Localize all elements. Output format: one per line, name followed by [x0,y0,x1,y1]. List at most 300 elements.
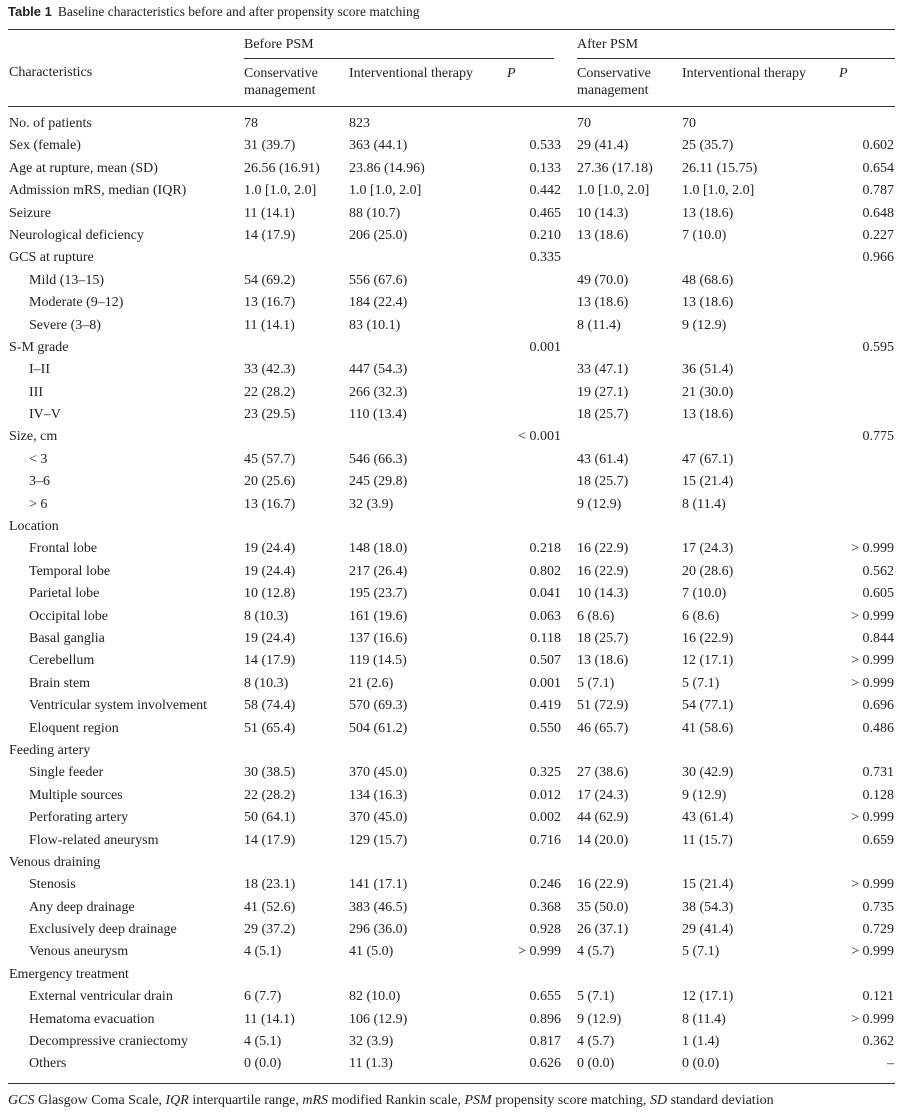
after-interventional-cell: 20 (28.6) [682,563,734,579]
before-conservative-cell: 45 (57.7) [244,451,296,467]
after-conservative-cell: 16 (22.9) [577,563,629,579]
after-interventional-cell: 1.0 [1.0, 2.0] [682,183,755,199]
before-interventional-cell: 137 (16.6) [349,630,408,646]
after-p-value: > 0.999 [851,1011,894,1027]
row-label: No. of patients [9,116,92,131]
before-interventional-cell: 32 (3.9) [349,496,394,512]
table-row [0,203,903,225]
table-title: Baseline characteristics before and after propensity score matching [57,4,420,19]
table-row [0,874,903,896]
after-conservative-cell: 14 (20.0) [577,832,629,848]
after-p-value: 0.128 [862,787,894,803]
after-interventional-cell: 0 (0.0) [682,1056,720,1072]
before-conservative-cell: 58 (74.4) [244,698,296,714]
after-interventional-cell: 48 (68.6) [682,272,734,288]
row-label: S-M grade [9,339,69,355]
before-p-value: 0.001 [529,339,561,355]
after-interventional-header: Interventional therapy [682,66,807,81]
row-label: Feeding artery [9,742,91,758]
row-label: Age at rupture, mean (SD) [9,160,158,176]
after-psm-rule [577,58,895,59]
table-row [0,941,903,963]
before-p-value: 0.896 [529,1011,561,1027]
row-label: Parietal lobe [29,586,100,602]
after-conservative-cell: 44 (62.9) [577,810,629,826]
table-row [0,628,903,650]
before-interventional-cell: 363 (44.1) [349,138,408,154]
before-conservative-cell: 14 (17.9) [244,832,296,848]
before-interventional-cell: 83 (10.1) [349,317,401,333]
before-p-value: 0.507 [529,653,561,669]
table-row [0,1009,903,1031]
after-interventional-cell: 12 (17.1) [682,989,734,1005]
bottom-rule [8,1083,895,1084]
table-row [0,785,903,807]
after-conservative-cell: 16 (22.9) [577,877,629,893]
footnote-abbreviation: SD [649,1093,668,1108]
before-p-value: > 0.999 [518,944,561,960]
before-interventional-cell: 106 (12.9) [349,1011,408,1027]
before-conservative-cell: 11 (14.1) [244,205,295,221]
footnote-definition: standard deviation [667,1093,774,1108]
after-conservative-cell: 18 (25.7) [577,630,629,646]
after-interventional-cell: 70 [682,116,696,131]
after-interventional-cell: 30 (42.9) [682,765,734,781]
after-conservative-cell: 13 (18.6) [577,653,629,669]
after-conservative-cell: 8 (11.4) [577,317,621,333]
after-conservative-cell: 18 (25.7) [577,407,629,423]
before-p-value: < 0.001 [518,429,561,445]
footnote-abbreviation: IQR [165,1093,189,1108]
after-p-value: 0.654 [862,160,894,176]
after-interventional-cell: 5 (7.1) [682,944,720,960]
before-conservative-cell: 19 (24.4) [244,541,296,557]
table-row [0,359,903,381]
table-row [0,449,903,471]
table-caption [8,4,420,20]
after-interventional-cell: 13 (18.6) [682,295,734,311]
after-conservative-cell: 1.0 [1.0, 2.0] [577,183,650,199]
before-interventional-cell: 556 (67.6) [349,272,408,288]
after-p-value: > 0.999 [851,541,894,557]
after-interventional-cell: 36 (51.4) [682,362,734,378]
table-row [0,561,903,583]
before-p-header: P [507,66,516,81]
row-label: Basal ganglia [29,630,105,646]
before-conservative-cell: 23 (29.5) [244,407,296,423]
before-conservative-cell: 11 (14.1) [244,1011,295,1027]
table-row [0,718,903,740]
before-interventional-cell: 447 (54.3) [349,362,408,378]
before-conservative-cell: 13 (16.7) [244,496,296,512]
before-p-value: 0.716 [529,832,561,848]
before-p-value: 0.419 [529,698,561,714]
row-label: Venous aneurysm [29,944,129,960]
before-conservative-cell: 20 (25.6) [244,474,296,490]
after-p-value: – [887,1056,894,1072]
before-conservative-cell: 14 (17.9) [244,227,296,243]
table-row [0,1031,903,1053]
before-p-value: 0.442 [529,183,561,199]
after-conservative-cell: 9 (12.9) [577,496,622,512]
before-psm-header: Before PSM [244,37,314,52]
before-p-value: 0.246 [529,877,561,893]
before-p-value: 0.063 [529,608,561,624]
before-conservative-cell: 8 (10.3) [244,608,289,624]
before-conservative-cell: 29 (37.2) [244,922,296,938]
before-interventional-cell: 245 (29.8) [349,474,408,490]
after-conservative-cell: 49 (70.0) [577,272,629,288]
before-conservative-cell: 0 (0.0) [244,1056,282,1072]
table-row [0,964,903,986]
after-p-value: 0.659 [862,832,894,848]
before-conservative-header-l1: Conservative [244,66,318,81]
table-row [0,762,903,784]
after-interventional-cell: 38 (54.3) [682,899,734,915]
before-conservative-cell: 31 (39.7) [244,138,296,154]
table-row [0,919,903,941]
row-label: Venous draining [9,854,101,870]
after-p-value: > 0.999 [851,653,894,669]
after-interventional-cell: 13 (18.6) [682,205,734,221]
after-conservative-cell: 6 (8.6) [577,608,615,624]
row-label: Others [29,1056,67,1072]
footnote-definition: interquartile range, [188,1093,303,1108]
row-label: Single feeder [29,765,104,781]
after-p-value: 0.121 [862,989,894,1005]
after-p-value: 0.605 [862,586,894,602]
before-interventional-cell: 1.0 [1.0, 2.0] [349,183,422,199]
after-interventional-cell: 29 (41.4) [682,922,734,938]
after-p-value: > 0.999 [851,675,894,691]
before-p-value: 0.817 [529,1034,561,1050]
before-conservative-cell: 78 [244,116,258,131]
before-interventional-cell: 823 [349,116,370,131]
after-conservative-cell: 17 (24.3) [577,787,629,803]
after-p-value: 0.729 [862,922,894,938]
after-interventional-cell: 9 (12.9) [682,317,727,333]
after-p-value: 0.787 [862,183,894,199]
before-p-value: 0.465 [529,205,561,221]
after-conservative-header-l1: Conservative [577,66,651,81]
row-label: Exclusively deep drainage [29,922,177,938]
after-interventional-cell: 1 (1.4) [682,1034,720,1050]
after-interventional-cell: 7 (10.0) [682,586,727,602]
before-interventional-cell: 129 (15.7) [349,832,408,848]
after-p-value: 0.844 [862,630,894,646]
after-conservative-cell: 19 (27.1) [577,384,629,400]
row-label: Cerebellum [29,653,95,669]
row-label: Frontal lobe [29,541,98,557]
before-interventional-cell: 88 (10.7) [349,205,401,221]
before-interventional-cell: 148 (18.0) [349,541,408,557]
before-interventional-cell: 504 (61.2) [349,720,408,736]
after-p-value: 0.486 [862,720,894,736]
table-body [0,113,903,1076]
before-conservative-cell: 19 (24.4) [244,563,296,579]
after-conservative-header-l2: management [577,83,649,98]
before-interventional-cell: 266 (32.3) [349,384,408,400]
after-conservative-cell: 9 (12.9) [577,1011,622,1027]
table-row [0,583,903,605]
before-p-value: 0.626 [529,1056,561,1072]
after-interventional-cell: 25 (35.7) [682,138,734,154]
row-label: Decompressive craniectomy [29,1034,188,1050]
before-interventional-cell: 370 (45.0) [349,810,408,826]
after-p-value: > 0.999 [851,944,894,960]
before-interventional-cell: 546 (66.3) [349,451,408,467]
after-interventional-cell: 43 (61.4) [682,810,734,826]
row-label: Emergency treatment [9,966,129,982]
table-row [0,897,903,919]
table-row [0,516,903,538]
table-row [0,337,903,359]
footnote-abbreviation: PSM [464,1093,492,1108]
after-conservative-cell: 26 (37.1) [577,922,629,938]
after-conservative-cell: 10 (14.3) [577,586,629,602]
after-interventional-cell: 5 (7.1) [682,675,720,691]
row-label: Seizure [9,205,51,221]
before-conservative-cell: 18 (23.1) [244,877,296,893]
before-interventional-cell: 161 (19.6) [349,608,408,624]
before-conservative-cell: 33 (42.3) [244,362,296,378]
footnote-definition: propensity score matching, [491,1093,650,1108]
row-label: Hematoma evacuation [29,1011,155,1027]
row-label: Stenosis [29,877,76,893]
table-row [0,225,903,247]
after-interventional-cell: 17 (24.3) [682,541,734,557]
footnote-definition: Glasgow Coma Scale, [34,1093,166,1108]
row-label: Occipital lobe [29,608,108,624]
before-interventional-header: Interventional therapy [349,66,474,81]
table-row [0,135,903,157]
before-conservative-cell: 19 (24.4) [244,630,296,646]
row-label: Severe (3–8) [29,317,101,333]
before-interventional-cell: 296 (36.0) [349,922,408,938]
before-p-value: 0.002 [529,810,561,826]
after-conservative-cell: 35 (50.0) [577,899,629,915]
after-p-value: 0.602 [862,138,894,154]
before-psm-rule [244,58,554,59]
after-interventional-cell: 11 (15.7) [682,832,733,848]
after-conservative-cell: 70 [577,116,591,131]
after-interventional-cell: 12 (17.1) [682,653,734,669]
table-row [0,471,903,493]
after-interventional-cell: 7 (10.0) [682,227,727,243]
after-conservative-cell: 27.36 (17.18) [577,160,653,176]
after-conservative-cell: 4 (5.7) [577,1034,615,1050]
before-conservative-cell: 4 (5.1) [244,1034,282,1050]
before-p-value: 0.041 [529,586,561,602]
after-interventional-cell: 15 (21.4) [682,877,734,893]
before-interventional-cell: 184 (22.4) [349,295,408,311]
header-rule [8,106,895,107]
row-label: IV–V [29,407,61,423]
before-conservative-cell: 6 (7.7) [244,989,282,1005]
before-interventional-cell: 195 (23.7) [349,586,408,602]
before-conservative-cell: 41 (52.6) [244,899,296,915]
after-conservative-cell: 5 (7.1) [577,989,615,1005]
table-number: Table 1 [8,4,52,19]
row-label: Location [9,519,59,535]
before-conservative-cell: 4 (5.1) [244,944,282,960]
before-conservative-cell: 10 (12.8) [244,586,296,602]
before-p-value: 0.218 [529,541,561,557]
after-interventional-cell: 41 (58.6) [682,720,734,736]
row-label: III [29,384,43,400]
row-label: Temporal lobe [29,563,111,579]
after-conservative-cell: 0 (0.0) [577,1056,615,1072]
row-label: Perforating artery [29,810,129,826]
after-p-value: 0.966 [862,250,894,266]
before-conservative-cell: 1.0 [1.0, 2.0] [244,183,317,199]
after-interventional-cell: 6 (8.6) [682,608,720,624]
before-conservative-cell: 14 (17.9) [244,653,296,669]
after-p-value: 0.362 [862,1034,894,1050]
after-p-value: 0.696 [862,698,894,714]
footnote-abbreviation: mRS [302,1093,328,1108]
before-p-value: 0.928 [529,922,561,938]
after-p-value: 0.731 [862,765,894,781]
table-row [0,270,903,292]
row-label: GCS at rupture [9,250,94,266]
table-row [0,292,903,314]
row-label: Ventricular system involvement [29,698,208,714]
before-interventional-cell: 82 (10.0) [349,989,401,1005]
table-row [0,538,903,560]
row-label: Sex (female) [9,138,81,154]
before-interventional-cell: 206 (25.0) [349,227,408,243]
top-rule [8,29,895,30]
after-p-value: 0.735 [862,899,894,915]
table-row [0,382,903,404]
before-interventional-cell: 21 (2.6) [349,675,394,691]
table-row [0,426,903,448]
before-interventional-cell: 370 (45.0) [349,765,408,781]
after-p-value: 0.648 [862,205,894,221]
table-row [0,1053,903,1075]
table-row [0,807,903,829]
after-conservative-cell: 43 (61.4) [577,451,629,467]
table-row [0,650,903,672]
table-row [0,113,903,135]
before-conservative-cell: 51 (65.4) [244,720,296,736]
before-conservative-cell: 50 (64.1) [244,810,296,826]
row-label: > 6 [29,496,48,512]
after-interventional-cell: 47 (67.1) [682,451,734,467]
after-conservative-cell: 5 (7.1) [577,675,615,691]
after-p-value: > 0.999 [851,877,894,893]
before-interventional-cell: 32 (3.9) [349,1034,394,1050]
after-p-value: 0.562 [862,563,894,579]
before-conservative-cell: 54 (69.2) [244,272,296,288]
before-interventional-cell: 119 (14.5) [349,653,407,669]
after-p-value: 0.227 [862,227,894,243]
table-row [0,695,903,717]
after-conservative-cell: 16 (22.9) [577,541,629,557]
table-row [0,158,903,180]
after-p-value: 0.775 [862,429,894,445]
before-conservative-cell: 30 (38.5) [244,765,296,781]
row-label: Flow-related aneurysm [29,832,159,848]
before-conservative-cell: 22 (28.2) [244,787,296,803]
footnote-definition: modified Rankin scale, [328,1093,465,1108]
table-row [0,830,903,852]
row-label: Any deep drainage [29,899,135,915]
before-conservative-cell: 22 (28.2) [244,384,296,400]
after-interventional-cell: 9 (12.9) [682,787,727,803]
before-interventional-cell: 23.86 (14.96) [349,160,425,176]
table-row [0,404,903,426]
before-p-value: 0.655 [529,989,561,1005]
before-p-value: 0.325 [529,765,561,781]
after-interventional-cell: 8 (11.4) [682,1011,726,1027]
after-conservative-cell: 18 (25.7) [577,474,629,490]
after-conservative-cell: 33 (47.1) [577,362,629,378]
before-interventional-cell: 110 (13.4) [349,407,407,423]
after-interventional-cell: 13 (18.6) [682,407,734,423]
table-row [0,494,903,516]
before-conservative-header-l2: management [244,83,316,98]
table-row [0,180,903,202]
after-conservative-cell: 29 (41.4) [577,138,629,154]
before-p-value: 0.533 [529,138,561,154]
before-conservative-cell: 13 (16.7) [244,295,296,311]
before-interventional-cell: 217 (26.4) [349,563,408,579]
after-conservative-cell: 51 (72.9) [577,698,629,714]
after-p-value: > 0.999 [851,810,894,826]
after-p-value: 0.595 [862,339,894,355]
after-interventional-cell: 21 (30.0) [682,384,734,400]
footnote-abbreviation: GCS [8,1093,35,1108]
before-interventional-cell: 383 (46.5) [349,899,408,915]
before-p-value: 0.118 [530,630,561,646]
before-interventional-cell: 141 (17.1) [349,877,408,893]
table-row [0,740,903,762]
before-p-value: 0.012 [529,787,561,803]
table-row [0,852,903,874]
before-p-value: 0.133 [529,160,561,176]
table-row [0,247,903,269]
after-conservative-cell: 10 (14.3) [577,205,629,221]
after-conservative-cell: 13 (18.6) [577,227,629,243]
row-label: I–II [29,362,50,378]
row-label: Mild (13–15) [29,272,105,288]
after-conservative-cell: 27 (38.6) [577,765,629,781]
after-conservative-cell: 13 (18.6) [577,295,629,311]
before-interventional-cell: 11 (1.3) [349,1056,393,1072]
after-interventional-cell: 26.11 (15.75) [682,160,758,176]
row-label: Admission mRS, median (IQR) [9,183,187,199]
after-psm-header: After PSM [577,37,639,52]
row-label: Size, cm [9,429,58,445]
table-row [0,315,903,337]
before-p-value: 0.210 [529,227,561,243]
before-interventional-cell: 41 (5.0) [349,944,394,960]
after-interventional-cell: 54 (77.1) [682,698,734,714]
table-row [0,673,903,695]
after-p-value: > 0.999 [851,608,894,624]
row-label: Brain stem [29,675,91,691]
row-label: 3–6 [29,474,50,490]
characteristics-header: Characteristics [9,65,93,80]
after-interventional-cell: 16 (22.9) [682,630,734,646]
table-footnote [8,1093,774,1109]
row-label: Moderate (9–12) [29,295,124,311]
before-conservative-cell: 8 (10.3) [244,675,289,691]
before-p-value: 0.335 [529,250,561,266]
before-conservative-cell: 26.56 (16.91) [244,160,320,176]
